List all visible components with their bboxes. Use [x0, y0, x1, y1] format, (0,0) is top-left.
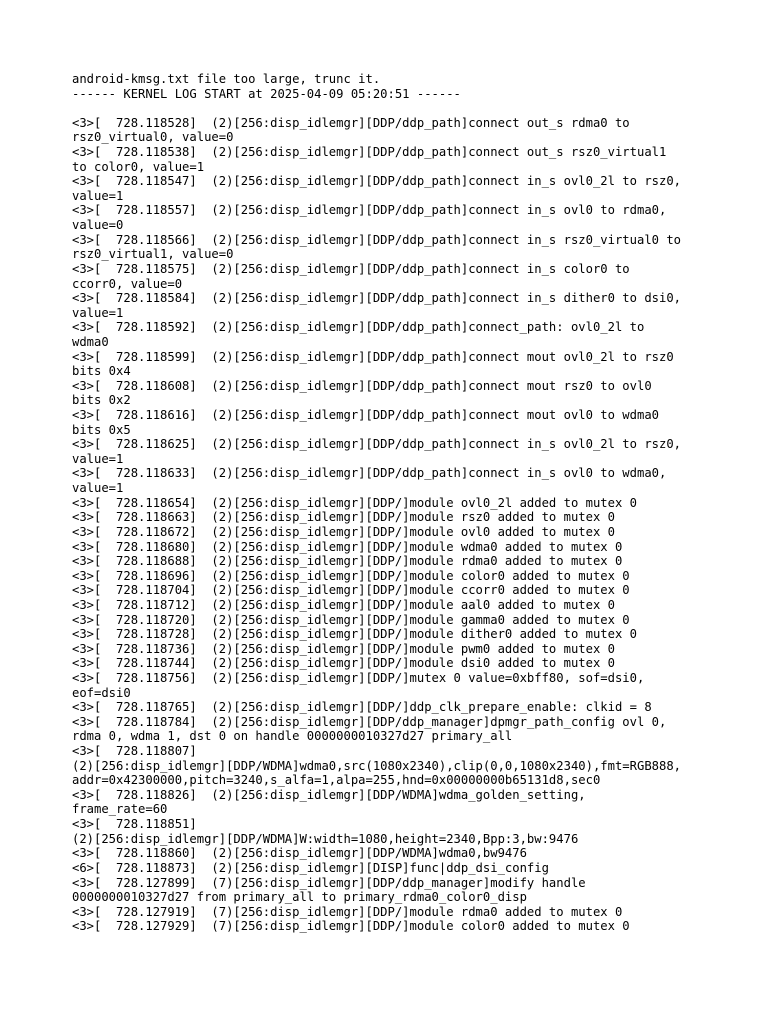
log-line: <3>[ 728.118592] (2)[256:disp_idlemgr][DDP/ddp_path]connect_path: ovl0_2l to [72, 320, 645, 335]
log-line: <3>[ 728.127929] (7)[256:disp_idlemgr][DDP/]module color0 added to mutex 0 [72, 919, 630, 934]
log-line: <3>[ 728.118765] (2)[256:disp_idlemgr][DDP/]ddp_clk_prepare_enable: clkid = 8 [72, 700, 652, 715]
kernel-log-start-banner: ------ KERNEL LOG START at 2025-04-09 05:20:51 ------ [72, 86, 461, 101]
log-line: <3>[ 728.118807] [72, 744, 197, 759]
log-line: frame_rate=60 [72, 802, 168, 817]
log-line: value=1 [72, 305, 124, 320]
log-line: <3>[ 728.118557] (2)[256:disp_idlemgr][DDP/ddp_path]connect in_s ovl0 to rdma0, [72, 203, 667, 218]
log-line: <3>[ 728.118680] (2)[256:disp_idlemgr][DDP/]module wdma0 added to mutex 0 [72, 539, 623, 554]
log-line: <3>[ 728.127899] (7)[256:disp_idlemgr][DDP/ddp_manager]modify handle [72, 875, 586, 890]
log-line: <3>[ 728.118712] (2)[256:disp_idlemgr][DDP/]module aal0 added to mutex 0 [72, 597, 615, 612]
kernel-log-body [72, 116, 702, 934]
log-line: rsz0_virtual0, value=0 [72, 130, 234, 145]
log-line: (2)[256:disp_idlemgr][DDP/WDMA]wdma0,src(1080x2340),clip(0,0,1080x2340),fmt=RGB888, [72, 758, 682, 773]
log-line: <3>[ 728.118616] (2)[256:disp_idlemgr][DDP/ddp_path]connect mout ovl0 to wdma0 [72, 408, 659, 423]
log-line: value=1 [72, 188, 124, 203]
document-page [72, 72, 702, 934]
log-line: <3>[ 728.118663] (2)[256:disp_idlemgr][DDP/]module rsz0 added to mutex 0 [72, 510, 615, 525]
log-line: <3>[ 728.118584] (2)[256:disp_idlemgr][DDP/ddp_path]connect in_s dither0 to dsi0, [72, 291, 682, 306]
log-line: <3>[ 728.118654] (2)[256:disp_idlemgr][DDP/]module ovl0_2l added to mutex 0 [72, 495, 637, 510]
log-line: <3>[ 728.118566] (2)[256:disp_idlemgr][DDP/ddp_path]connect in_s rsz0_virtual0 to [72, 232, 682, 247]
log-line: 0000000010327d27 from primary_all to primary_rdma0_color0_disp [72, 890, 527, 905]
log-line: (2)[256:disp_idlemgr][DDP/WDMA]W:width=1080,height=2340,Bpp:3,bw:9476 [72, 831, 579, 846]
log-line: <3>[ 728.118744] (2)[256:disp_idlemgr][DDP/]module dsi0 added to mutex 0 [72, 656, 615, 671]
log-line: <3>[ 728.118575] (2)[256:disp_idlemgr][DDP/ddp_path]connect in_s color0 to [72, 261, 630, 276]
log-line: <3>[ 728.118599] (2)[256:disp_idlemgr][DDP/ddp_path]connect mout ovl0_2l to rsz0 [72, 349, 674, 364]
log-line: ccorr0, value=0 [72, 276, 183, 291]
log-line: <3>[ 728.118826] (2)[256:disp_idlemgr][DDP/WDMA]wdma_golden_setting, [72, 787, 586, 802]
log-line: bits 0x2 [72, 393, 131, 408]
log-line: <3>[ 728.118784] (2)[256:disp_idlemgr][DDP/ddp_manager]dpmgr_path_config ovl 0, [72, 714, 667, 729]
log-line: <3>[ 728.118860] (2)[256:disp_idlemgr][DDP/WDMA]wdma0,bw9476 [72, 846, 527, 861]
log-line: <3>[ 728.118625] (2)[256:disp_idlemgr][DDP/ddp_path]connect in_s ovl0_2l to rsz0, [72, 437, 682, 452]
log-line: <3>[ 728.118704] (2)[256:disp_idlemgr][DDP/]module ccorr0 added to mutex 0 [72, 583, 630, 598]
log-line: <3>[ 728.118736] (2)[256:disp_idlemgr][DDP/]module pwm0 added to mutex 0 [72, 641, 615, 656]
log-line: <3>[ 728.118720] (2)[256:disp_idlemgr][DDP/]module gamma0 added to mutex 0 [72, 612, 630, 627]
log-line: <3>[ 728.118538] (2)[256:disp_idlemgr][DDP/ddp_path]connect out_s rsz0_virtual1 [72, 145, 667, 160]
file-notice: android-kmsg.txt file too large, trunc it. [72, 72, 381, 86]
log-line: to color0, value=1 [72, 159, 205, 174]
log-line: <3>[ 728.118688] (2)[256:disp_idlemgr][DDP/]module rdma0 added to mutex 0 [72, 554, 623, 569]
log-line: <3>[ 728.118633] (2)[256:disp_idlemgr][DDP/ddp_path]connect in_s ovl0 to wdma0, [72, 466, 667, 481]
log-line: bits 0x5 [72, 422, 131, 437]
log-line: eof=dsi0 [72, 685, 131, 700]
blank-line [72, 101, 702, 116]
log-line: rsz0_virtual1, value=0 [72, 247, 234, 262]
log-line: <3>[ 728.118728] (2)[256:disp_idlemgr][DDP/]module dither0 added to mutex 0 [72, 627, 637, 642]
log-line: addr=0x42300000,pitch=3240,s_alfa=1,alpa=255,hnd=0x00000000b65131d8,sec0 [72, 773, 601, 788]
log-line: <3>[ 728.118547] (2)[256:disp_idlemgr][DDP/ddp_path]connect in_s ovl0_2l to rsz0, [72, 174, 682, 189]
log-line: <3>[ 728.118608] (2)[256:disp_idlemgr][DDP/ddp_path]connect mout rsz0 to ovl0 [72, 378, 652, 393]
log-line: <3>[ 728.127919] (7)[256:disp_idlemgr][DDP/]module rdma0 added to mutex 0 [72, 904, 623, 919]
log-line: <3>[ 728.118851] [72, 817, 197, 832]
log-line: <3>[ 728.118672] (2)[256:disp_idlemgr][DDP/]module ovl0 added to mutex 0 [72, 524, 615, 539]
log-line: value=1 [72, 481, 124, 496]
log-line: rdma 0, wdma 1, dst 0 on handle 0000000010327d27 primary_all [72, 729, 513, 744]
log-line: bits 0x4 [72, 364, 131, 379]
log-line: <3>[ 728.118696] (2)[256:disp_idlemgr][DDP/]module color0 added to mutex 0 [72, 568, 630, 583]
log-line: value=0 [72, 218, 124, 233]
log-line: <6>[ 728.118873] (2)[256:disp_idlemgr][DISP]func|ddp_dsi_config [72, 860, 549, 875]
log-line: <3>[ 728.118756] (2)[256:disp_idlemgr][DDP/]mutex 0 value=0xbff80, sof=dsi0, [72, 670, 645, 685]
log-line: value=1 [72, 451, 124, 466]
log-line: <3>[ 728.118528] (2)[256:disp_idlemgr][DDP/ddp_path]connect out_s rdma0 to [72, 115, 630, 130]
log-line: wdma0 [72, 334, 109, 349]
